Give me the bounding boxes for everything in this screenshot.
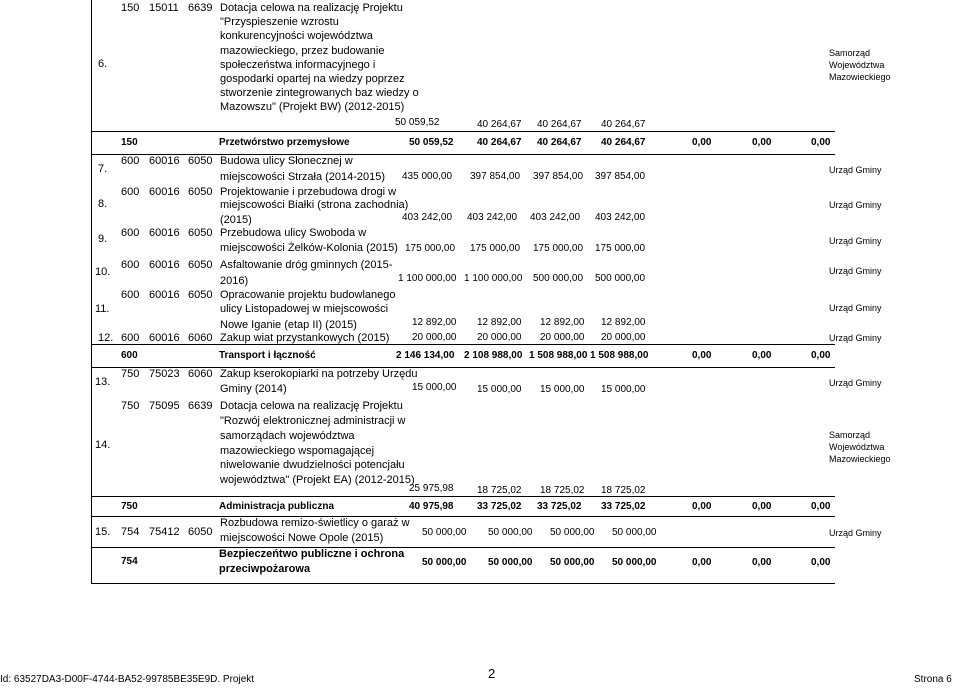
- task-name-line: Przebudowa ulicy Swoboda w: [220, 227, 367, 239]
- amount-2015: 40 264,67: [537, 119, 582, 130]
- section-own: 1 508 988,00: [590, 350, 649, 361]
- rozdzial-code: 60016: [149, 155, 180, 167]
- rozdzial-code: 60016: [149, 332, 180, 344]
- task-name-line: niwelowanie dwudzielności potencjału: [220, 459, 405, 471]
- task-name-line: Gminy (2014): [220, 383, 287, 395]
- amount-own: 175 000,00: [595, 243, 646, 254]
- unit-name: Urząd Gminy: [829, 378, 882, 388]
- task-name-line: "Przyspieszenie wzrostu: [220, 16, 339, 28]
- amount-2015: 403 242,00: [530, 212, 581, 223]
- section-zero: 0,00: [752, 557, 772, 568]
- amount-2015: 12 892,00: [540, 317, 585, 328]
- section-title-line: Bezpieczeńtwo publiczne i ochrona: [219, 548, 405, 560]
- task-name-line: Opracowanie projektu budowlanego: [220, 289, 396, 301]
- dzial-code: 750: [121, 400, 140, 412]
- paragraf-code: 6639: [188, 400, 213, 412]
- row-number: 9.: [98, 233, 108, 245]
- amount-limit: 397 854,00: [470, 171, 521, 182]
- row-divider: [91, 496, 835, 497]
- task-name-line: mazowieckiego wspomagającej: [220, 445, 375, 457]
- dzial-code: 754: [121, 526, 140, 538]
- task-name: Zakup wiat przystankowych (2015): [220, 332, 390, 344]
- amount-own: 500 000,00: [595, 273, 646, 284]
- rozdzial-code: 75412: [149, 526, 180, 538]
- row-number: 14.: [95, 439, 111, 451]
- amount-own: 15 000,00: [601, 384, 646, 395]
- section-zero: 0,00: [692, 137, 712, 148]
- page-label: Strona 6: [914, 674, 952, 685]
- unit-name: Urząd Gminy: [829, 200, 882, 210]
- amount-total-cost: 50 000,00: [422, 527, 467, 538]
- task-name-line: Mazowszu" (Projekt BW) (2012-2015): [220, 101, 405, 113]
- task-name-line: gospodarki opartej na wiedzy poprzez: [220, 73, 405, 85]
- section-zero: 0,00: [811, 137, 831, 148]
- row-number: 12.: [98, 332, 114, 344]
- row-divider: [91, 583, 835, 584]
- section-2015: 50 000,00: [550, 557, 595, 568]
- amount-limit: 403 242,00: [467, 212, 518, 223]
- amount-total-cost: 1 100 000,00: [398, 273, 457, 284]
- section-title: Transport i łączność: [219, 350, 316, 361]
- row-divider: [91, 547, 835, 548]
- unit-line: Samorząd: [829, 48, 871, 58]
- rozdzial-code: 60016: [149, 259, 180, 271]
- amount-2015: 397 854,00: [533, 171, 584, 182]
- section-zero: 0,00: [752, 350, 772, 361]
- task-name-line: miejscowości Nowe Opole (2015): [220, 532, 384, 544]
- unit-line: Samorząd: [829, 430, 871, 440]
- section-limit: 2 108 988,00: [464, 350, 523, 361]
- task-name-line: województwa" (Projekt EA) (2012-2015): [220, 474, 415, 486]
- section-code: 750: [121, 501, 138, 512]
- paragraf-code: 6060: [188, 368, 213, 380]
- amount-own: 397 854,00: [595, 171, 646, 182]
- amount-total-cost: 50 059,52: [395, 117, 440, 128]
- rozdzial-code: 60016: [149, 186, 180, 198]
- task-name-line: Budowa ulicy Słonecznej w: [220, 155, 353, 167]
- amount-own: 403 242,00: [595, 212, 646, 223]
- task-name-line: Projektowanie i przebudowa drogi w: [220, 186, 397, 198]
- row-number: 8.: [98, 198, 108, 210]
- unit-line: Województwa: [829, 60, 885, 70]
- section-2015: 33 725,02: [537, 501, 582, 512]
- task-name-line: stworzenie zintegrowanych baz wiedzy o: [220, 87, 419, 99]
- task-name-line: Dotacja celowa na realizację Projektu: [220, 400, 403, 412]
- row-number: 11.: [95, 303, 110, 315]
- task-name-line: konkurencyjności województwa: [220, 30, 373, 42]
- amount-total-cost: 25 975,98: [409, 483, 454, 494]
- amount-own: 40 264,67: [601, 119, 646, 130]
- unit-name: Urząd Gminy: [829, 303, 882, 313]
- row-divider: [91, 516, 835, 517]
- section-zero: 0,00: [752, 137, 772, 148]
- section-title: Administracja publiczna: [219, 501, 335, 512]
- section-zero: 0,00: [811, 350, 831, 361]
- section-code: 754: [121, 556, 138, 567]
- paragraf-code: 6050: [188, 186, 213, 198]
- section-total-cost: 40 975,98: [409, 501, 454, 512]
- row-number: 13.: [95, 376, 111, 388]
- task-name-line: Zakup kserokopiarki na potrzeby Urzędu: [220, 368, 418, 380]
- amount-own: 20 000,00: [601, 332, 646, 343]
- amount-total-cost: 435 000,00: [402, 171, 453, 182]
- dzial-code: 600: [121, 259, 140, 271]
- section-total-cost: 50 059,52: [409, 137, 454, 148]
- amount-total-cost: 403 242,00: [402, 212, 453, 223]
- page-number: 2: [488, 666, 496, 681]
- section-zero: 0,00: [692, 350, 712, 361]
- unit-name: Urząd Gminy: [829, 333, 882, 343]
- amount-2015: 50 000,00: [550, 527, 595, 538]
- unit-name: Urząd Gminy: [829, 165, 882, 175]
- amount-total-cost: 15 000,00: [412, 382, 457, 393]
- task-name-line: miejscowości Białki (strona zachodnia): [220, 199, 409, 211]
- section-zero: 0,00: [811, 501, 831, 512]
- amount-2015: 18 725,02: [540, 485, 585, 496]
- task-name-line: Nowe Iganie (etap II) (2015): [220, 319, 357, 331]
- unit-line: Województwa: [829, 442, 885, 452]
- task-name-line: samorządach województwa: [220, 430, 355, 442]
- task-name-line: miejscowości Żelków-Kolonia (2015): [220, 242, 398, 254]
- amount-limit: 20 000,00: [477, 332, 522, 343]
- paragraf-code: 6060: [188, 332, 213, 344]
- section-2015: 1 508 988,00: [529, 350, 588, 361]
- rozdzial-code: 75095: [149, 400, 180, 412]
- paragraf-code: 6050: [188, 155, 213, 167]
- document-id: Id: 63527DA3-D00F-4744-BA52-99785BE35E9D. Projekt: [0, 674, 255, 685]
- task-name-line: "Rozwój elektronicznej administracji w: [220, 415, 406, 427]
- paragraf-code: 6050: [188, 526, 213, 538]
- section-own: 50 000,00: [612, 557, 657, 568]
- task-name-line: Dotacja celowa na realizację Projektu: [220, 2, 403, 14]
- unit-line: Mazowieckiego: [829, 454, 891, 464]
- section-total-cost: 50 000,00: [422, 557, 467, 568]
- section-code: 600: [121, 350, 138, 361]
- row-divider: [91, 344, 835, 345]
- row-number: 10.: [95, 266, 111, 278]
- amount-limit: 1 100 000,00: [464, 273, 523, 284]
- row-number: 15.: [95, 526, 111, 538]
- dzial-code: 600: [121, 227, 140, 239]
- section-code: 150: [121, 137, 138, 148]
- paragraf-code: 6050: [188, 259, 213, 271]
- section-zero: 0,00: [752, 501, 772, 512]
- amount-own: 50 000,00: [612, 527, 657, 538]
- amount-2015: 20 000,00: [540, 332, 585, 343]
- task-name-line: 2016): [220, 275, 249, 287]
- unit-name: Urząd Gminy: [829, 236, 882, 246]
- dzial-code: 750: [121, 368, 140, 380]
- task-name-line: Asfaltowanie dróg gminnych (2015-: [220, 259, 393, 271]
- amount-total-cost: 12 892,00: [412, 317, 457, 328]
- amount-limit: 175 000,00: [470, 243, 521, 254]
- section-own: 40 264,67: [601, 137, 646, 148]
- row-number: 7.: [98, 163, 108, 175]
- unit-name: Urząd Gminy: [829, 266, 882, 276]
- section-zero: 0,00: [692, 557, 712, 568]
- section-limit: 40 264,67: [477, 137, 522, 148]
- dzial-code: 150: [121, 2, 140, 14]
- unit-line: Mazowieckiego: [829, 72, 891, 82]
- rozdzial-code: 15011: [149, 2, 179, 14]
- amount-limit: 12 892,00: [477, 317, 522, 328]
- section-limit: 33 725,02: [477, 501, 522, 512]
- section-2015: 40 264,67: [537, 137, 582, 148]
- dzial-code: 600: [121, 332, 140, 344]
- dzial-code: 600: [121, 186, 140, 198]
- row-divider: [91, 131, 835, 132]
- task-name-line: społeczeństwa informacyjnego i: [220, 59, 376, 71]
- task-name-line: mazowieckiego, przez budowanie: [220, 45, 385, 57]
- amount-total-cost: 175 000,00: [405, 243, 456, 254]
- dzial-code: 600: [121, 155, 140, 167]
- paragraf-code: 6050: [188, 227, 213, 239]
- amount-limit: 50 000,00: [488, 527, 533, 538]
- task-name-line: miejscowości Strzała (2014-2015): [220, 171, 386, 183]
- paragraf-code: 6639: [188, 2, 213, 14]
- section-total-cost: 2 146 134,00: [396, 350, 455, 361]
- task-name-line: (2015): [220, 214, 252, 226]
- dzial-code: 600: [121, 289, 140, 301]
- amount-own: 12 892,00: [601, 317, 646, 328]
- section-title-line: przeciwpożarowa: [219, 563, 311, 575]
- amount-2015: 175 000,00: [533, 243, 584, 254]
- rozdzial-code: 60016: [149, 289, 180, 301]
- paragraf-code: 6050: [188, 289, 213, 301]
- amount-2015: 15 000,00: [540, 384, 585, 395]
- amount-limit: 40 264,67: [477, 119, 522, 130]
- section-limit: 50 000,00: [488, 557, 533, 568]
- amount-limit: 18 725,02: [477, 485, 522, 496]
- amount-own: 18 725,02: [601, 485, 646, 496]
- rozdzial-code: 75023: [149, 368, 180, 380]
- section-own: 33 725,02: [601, 501, 646, 512]
- task-name-line: ulicy Listopadowej w miejscowości: [220, 303, 389, 315]
- section-title: Przetwórstwo przemysłowe: [219, 137, 350, 148]
- section-zero: 0,00: [811, 557, 831, 568]
- amount-total-cost: 20 000,00: [412, 332, 457, 343]
- rozdzial-code: 60016: [149, 227, 180, 239]
- amount-2015: 500 000,00: [533, 273, 584, 284]
- unit-name: Urząd Gminy: [829, 528, 882, 538]
- amount-limit: 15 000,00: [477, 384, 522, 395]
- task-name-line: Rozbudowa remizo-świetlicy o garaż w: [220, 517, 410, 529]
- row-number: 6.: [98, 58, 108, 70]
- section-zero: 0,00: [692, 501, 712, 512]
